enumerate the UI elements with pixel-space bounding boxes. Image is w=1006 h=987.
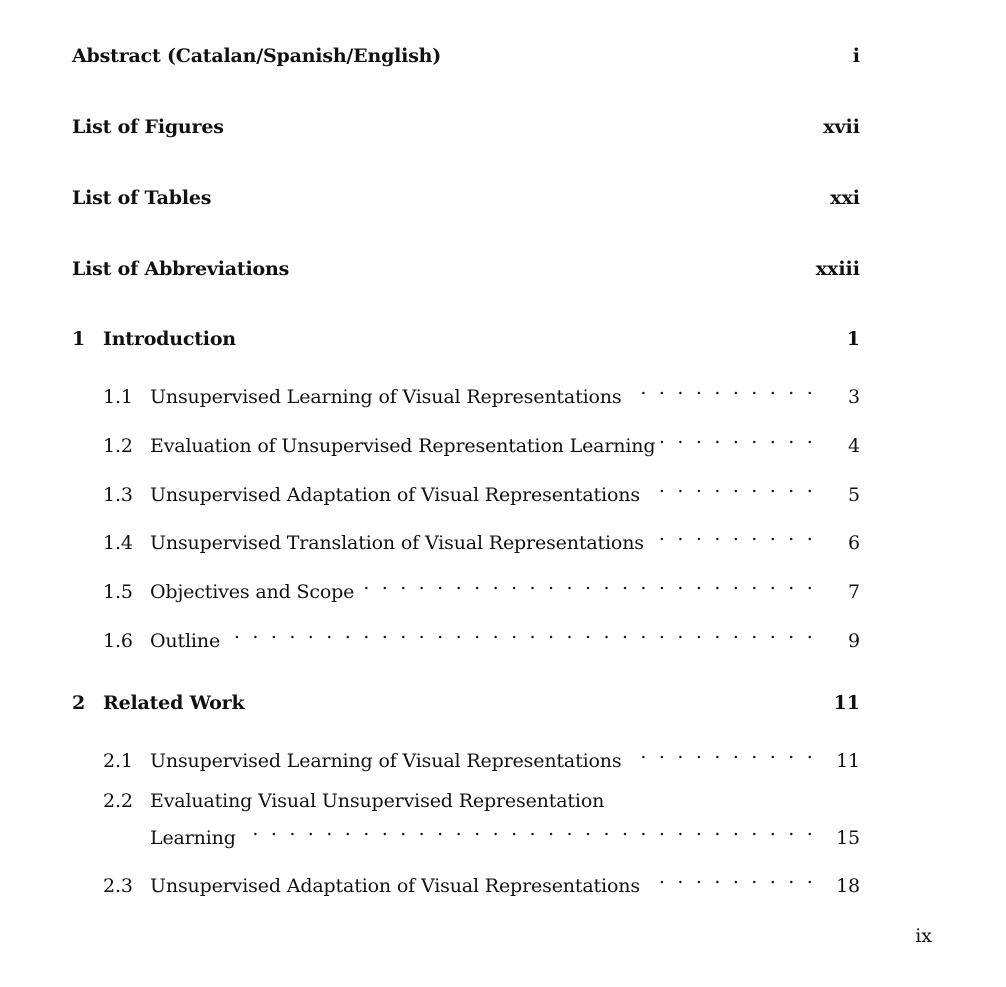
section-number: 2.1: [103, 750, 133, 772]
chapter-page: 1: [846, 328, 860, 350]
dot-leader: [646, 471, 816, 501]
section-title: Unsupervised Adaptation of Visual Representations: [150, 871, 646, 901]
toc-section-1-2[interactable]: [103, 422, 860, 457]
toc-entry-list-of-tables[interactable]: [72, 183, 860, 213]
chapter-title: Related Work: [103, 692, 245, 714]
section-title: Unsupervised Translation of Visual Representations: [150, 528, 650, 558]
toc-entry-title: Abstract (Catalan/Spanish/English): [72, 45, 442, 67]
dot-leader: [628, 737, 817, 767]
section-number: 1.4: [103, 532, 133, 554]
section-page: 3: [848, 386, 860, 408]
section-page: 15: [836, 827, 860, 849]
section-title: Unsupervised Adaptation of Visual Representations: [150, 480, 646, 510]
toc-chapter-1[interactable]: [72, 324, 860, 354]
chapter-number: 2: [72, 692, 86, 714]
section-page: 4: [848, 435, 860, 457]
section-title: Unsupervised Learning of Visual Representations: [150, 382, 628, 412]
dot-leader: [650, 519, 816, 549]
toc-section-2-3[interactable]: [103, 862, 860, 897]
section-number: 1.3: [103, 484, 133, 506]
section-number: 2.2: [103, 790, 133, 812]
toc-section-1-5[interactable]: [103, 568, 860, 603]
chapter-number: 1: [72, 328, 86, 350]
toc-section-2-2[interactable]: [103, 786, 860, 849]
toc-chapter-2[interactable]: [72, 688, 860, 718]
dot-leader: [360, 568, 816, 598]
toc-entry-page: xvii: [823, 116, 860, 138]
section-number: 2.3: [103, 875, 133, 897]
chapter-page: 11: [833, 692, 860, 714]
toc-entry-page: i: [852, 45, 860, 67]
dot-leader: [628, 373, 817, 403]
dot-leader: [226, 617, 816, 647]
section-title: Objectives and Scope: [150, 577, 360, 607]
section-page: 9: [848, 630, 860, 652]
toc-entry-title: List of Figures: [72, 116, 224, 138]
section-title: Unsupervised Learning of Visual Representations: [150, 746, 628, 776]
section-title: Evaluation of Unsupervised Representation Learning: [150, 431, 661, 461]
toc-section-1-1[interactable]: [103, 373, 860, 408]
dot-leader: [661, 422, 816, 452]
toc-entry-page: xxi: [830, 187, 860, 209]
toc-entry-abstract[interactable]: [72, 41, 860, 71]
dot-leader: [646, 862, 816, 892]
chapter-title: Introduction: [103, 328, 236, 350]
section-number: 1.5: [103, 581, 133, 603]
dot-leader: [242, 814, 816, 844]
section-title: Outline: [150, 626, 226, 656]
toc-entry-list-of-abbreviations[interactable]: [72, 254, 860, 284]
section-page: 11: [836, 750, 860, 772]
section-number: 1.6: [103, 630, 133, 652]
section-title-line2: Learning: [150, 827, 236, 849]
section-number: 1.2: [103, 435, 133, 457]
toc-section-1-6[interactable]: [103, 617, 860, 652]
toc-entry-title: List of Abbreviations: [72, 258, 290, 280]
page-number: ix: [915, 925, 932, 947]
section-number: 1.1: [103, 386, 133, 408]
toc-section-1-4[interactable]: [103, 519, 860, 554]
section-page: 18: [836, 875, 860, 897]
section-page: 7: [848, 581, 860, 603]
toc-entry-list-of-figures[interactable]: [72, 112, 860, 142]
toc-section-1-3[interactable]: [103, 471, 860, 506]
toc-entry-title: List of Tables: [72, 187, 212, 209]
toc-section-2-1[interactable]: [103, 737, 860, 772]
section-title-line1: Evaluating Visual Unsupervised Representation: [150, 790, 605, 812]
section-page: 6: [848, 532, 860, 554]
section-page: 5: [848, 484, 860, 506]
toc-entry-page: xxiii: [815, 258, 860, 280]
